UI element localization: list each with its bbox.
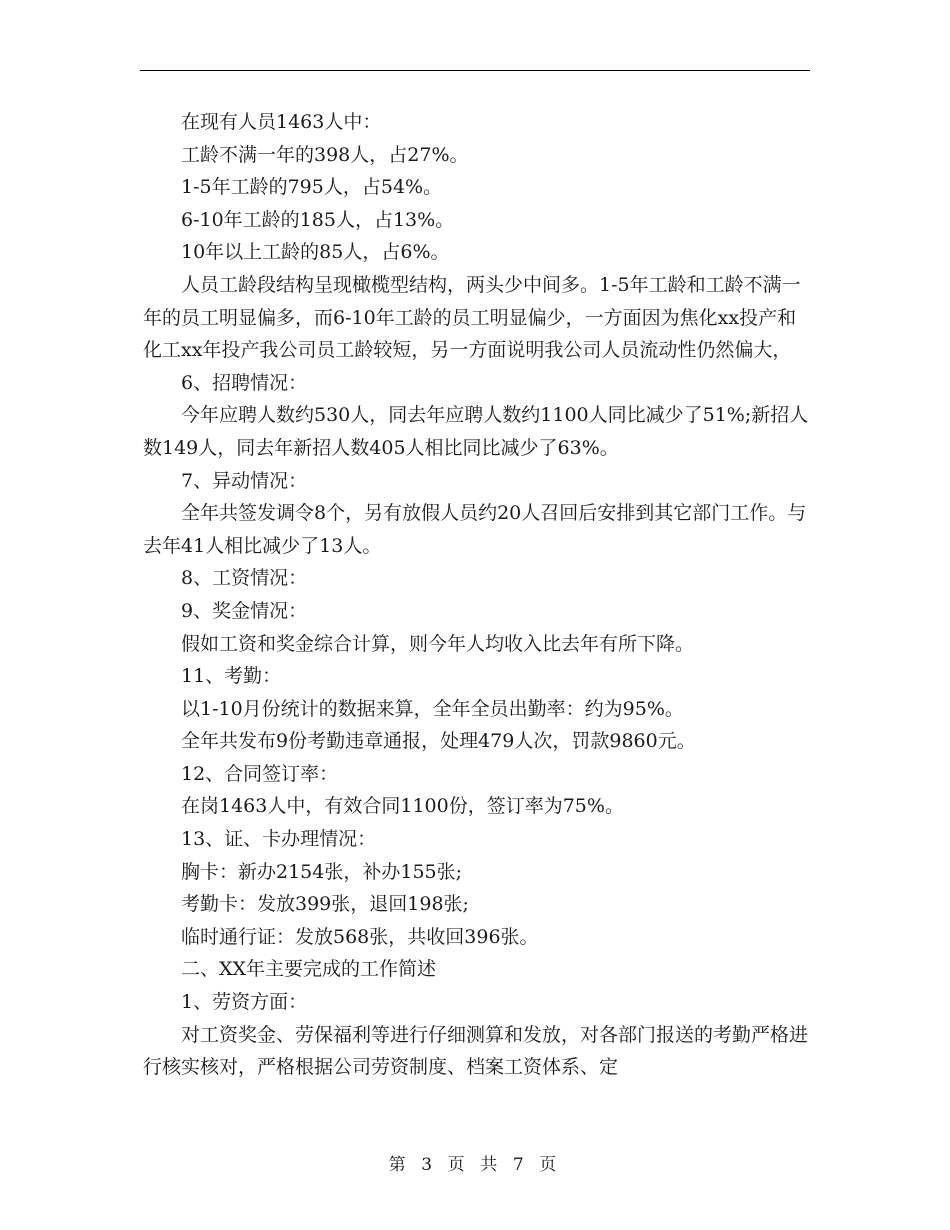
section-heading: 12、合同签订率：: [181, 762, 339, 785]
paragraph: 临时通行证：发放568张，共收回396张。: [181, 925, 539, 948]
paragraph: 1-5年工龄的795人，占54%。: [181, 176, 443, 199]
paragraph: 全年共发布9份考勤违章通报，处理479人次，罚款9860元。: [181, 730, 696, 753]
paragraph: 以1-10月份统计的数据来算，全年全员出勤率：约为95%。: [181, 697, 684, 720]
section-heading: 11、考勤：: [181, 665, 282, 688]
section-heading: 9、奖金情况：: [181, 599, 308, 622]
section-heading: 8、工资情况：: [181, 567, 308, 590]
paragraph: 考勤卡：发放399张，退回198张;: [181, 893, 469, 916]
paragraph: 人员工龄段结构呈现橄榄型结构，两头少中间多。1-5年工龄和工龄不满一年的员工明显偏多，而6-10年工龄的员工明显偏少，一方面因为焦化xx投产和化工xx年投产我公司员工龄较短，另一方面说明我公司人员流动性仍然偏大，: [143, 273, 801, 362]
paragraph: 工龄不满一年的398人，占27%。: [181, 143, 469, 166]
paragraph: 6-10年工龄的185人，占13%。: [181, 208, 455, 231]
paragraph: 今年应聘人数约530人，同去年应聘人数约1100人同比减少了51%;新招人数149人，同去年新招人数405人相比同比减少了63%。: [143, 404, 809, 459]
paragraph: 全年共签发调令8个，另有放假人员约20人召回后安排到其它部门工作。与去年41人相比减少了13人。: [143, 502, 807, 557]
paragraph: 在现有人员1463人中：: [181, 111, 382, 133]
paragraph: 对工资奖金、劳保福利等进行仔细测算和发放，对各部门报送的考勤严格进行核实核对，严格根据公司劳资制度、档案工资体系、定: [143, 1023, 809, 1079]
header-rule: [140, 70, 810, 71]
paragraph: 在岗1463人中，有效合同1100份，签订率为75%。: [181, 795, 624, 818]
section-heading: 1、劳资方面：: [181, 991, 308, 1014]
section-heading: 二、XX年主要完成的工作简述: [181, 958, 437, 981]
section-heading: 6、招聘情况：: [181, 371, 308, 394]
paragraph: 胸卡：新办2154张，补办155张;: [181, 860, 463, 883]
document-body: [143, 106, 813, 1084]
paragraph: 假如工资和奖金综合计算，则今年人均收入比去年有所下降。: [181, 632, 695, 655]
section-heading: 7、异动情况：: [181, 469, 308, 492]
page-number-footer: 第 3 页 共 7 页: [388, 1155, 562, 1175]
section-heading: 13、证、卡办理情况：: [181, 828, 377, 851]
paragraph: 10年以上工龄的85人，占6%。: [181, 241, 450, 264]
